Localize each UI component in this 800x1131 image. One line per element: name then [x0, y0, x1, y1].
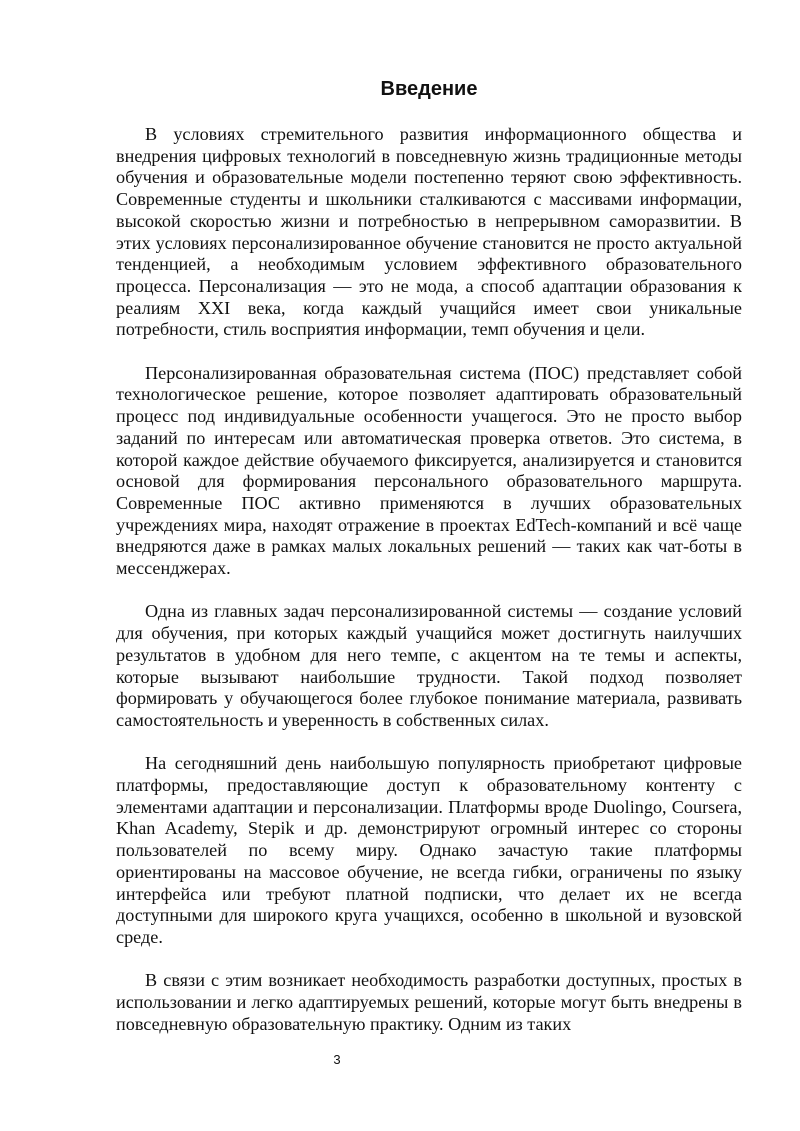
paragraph-3: Одна из главных задач персонализированной системы — создание условий для обучения, при которых каждый учащийся может достигнуть наилучших результатов в удобном для него темпе, с акцентом на те темы и аспекты, которые вызывают наибольшие трудности. Такой подход позволяет формировать у обучающегося более глубокое понимание материала, развивать самостоятельность и уверенность в собственных силах.: [116, 601, 742, 730]
body-text: [116, 124, 742, 1057]
section-title: Введение: [380, 78, 478, 100]
paragraph-5: В связи с этим возникает необходимость разработки доступных, простых в использовании и легко адаптируемых решений, которые могут быть внедрены в повседневную образовательную практику. Одним из таких: [116, 970, 742, 1034]
paragraph-2: Персонализированная образовательная система (ПОС) представляет собой технологическое решение, которое позволяет адаптировать образовательный процесс под индивидуальные особенности учащегося. Это не просто выбор заданий по интересам или автоматическая проверка ответов. Это система, в которой каждое действие обучаемого фиксируется, анализируется и становится основой для формирования персонального образовательного маршрута. Современные ПОС активно применяются в лучших образовательных учреждениях мира, находят отражение в проектах EdTech-компаний и всё чаще внедряются даже в рамках малых локальных решений — таких как чат-боты в мессенджерах.: [116, 362, 742, 579]
paragraph-4: На сегодняшний день наибольшую популярность приобретают цифровые платформы, предоставляющие доступ к образовательному контенту с элементами адаптации и персонализации. Платформы вроде Duolingo, Coursera, Khan Academy, Stepik и др. демонстрируют огромный интерес со стороны пользователей по всему миру. Однако зачастую такие платформы ориентированы на массовое обучение, не всегда гибки, ограничены по языку интерфейса или требуют платной подписки, что делает их не всегда доступными для широкого круга учащихся, особенно в школьной и вузовской среде.: [116, 753, 742, 947]
page-number: 3: [333, 1052, 341, 1067]
paragraph-1: В условиях стремительного развития информационного общества и внедрения цифровых технологий в повседневную жизнь традиционные методы обучения и образовательные модели постепенно теряют свою эффективность. Современные студенты и школьники сталкиваются с массивами информации, высокой скоростью жизни и потребностью в непрерывном саморазвитии. В этих условиях персонализированное обучение становится не просто актуальной тенденцией, а необходимым условием эффективного образовательного процесса. Персонализация — это не мода, а способ адаптации образования к реалиям XXI века, когда каждый учащийся имеет свои уникальные потребности, стиль восприятия информации, темп обучения и цели.: [116, 124, 742, 340]
